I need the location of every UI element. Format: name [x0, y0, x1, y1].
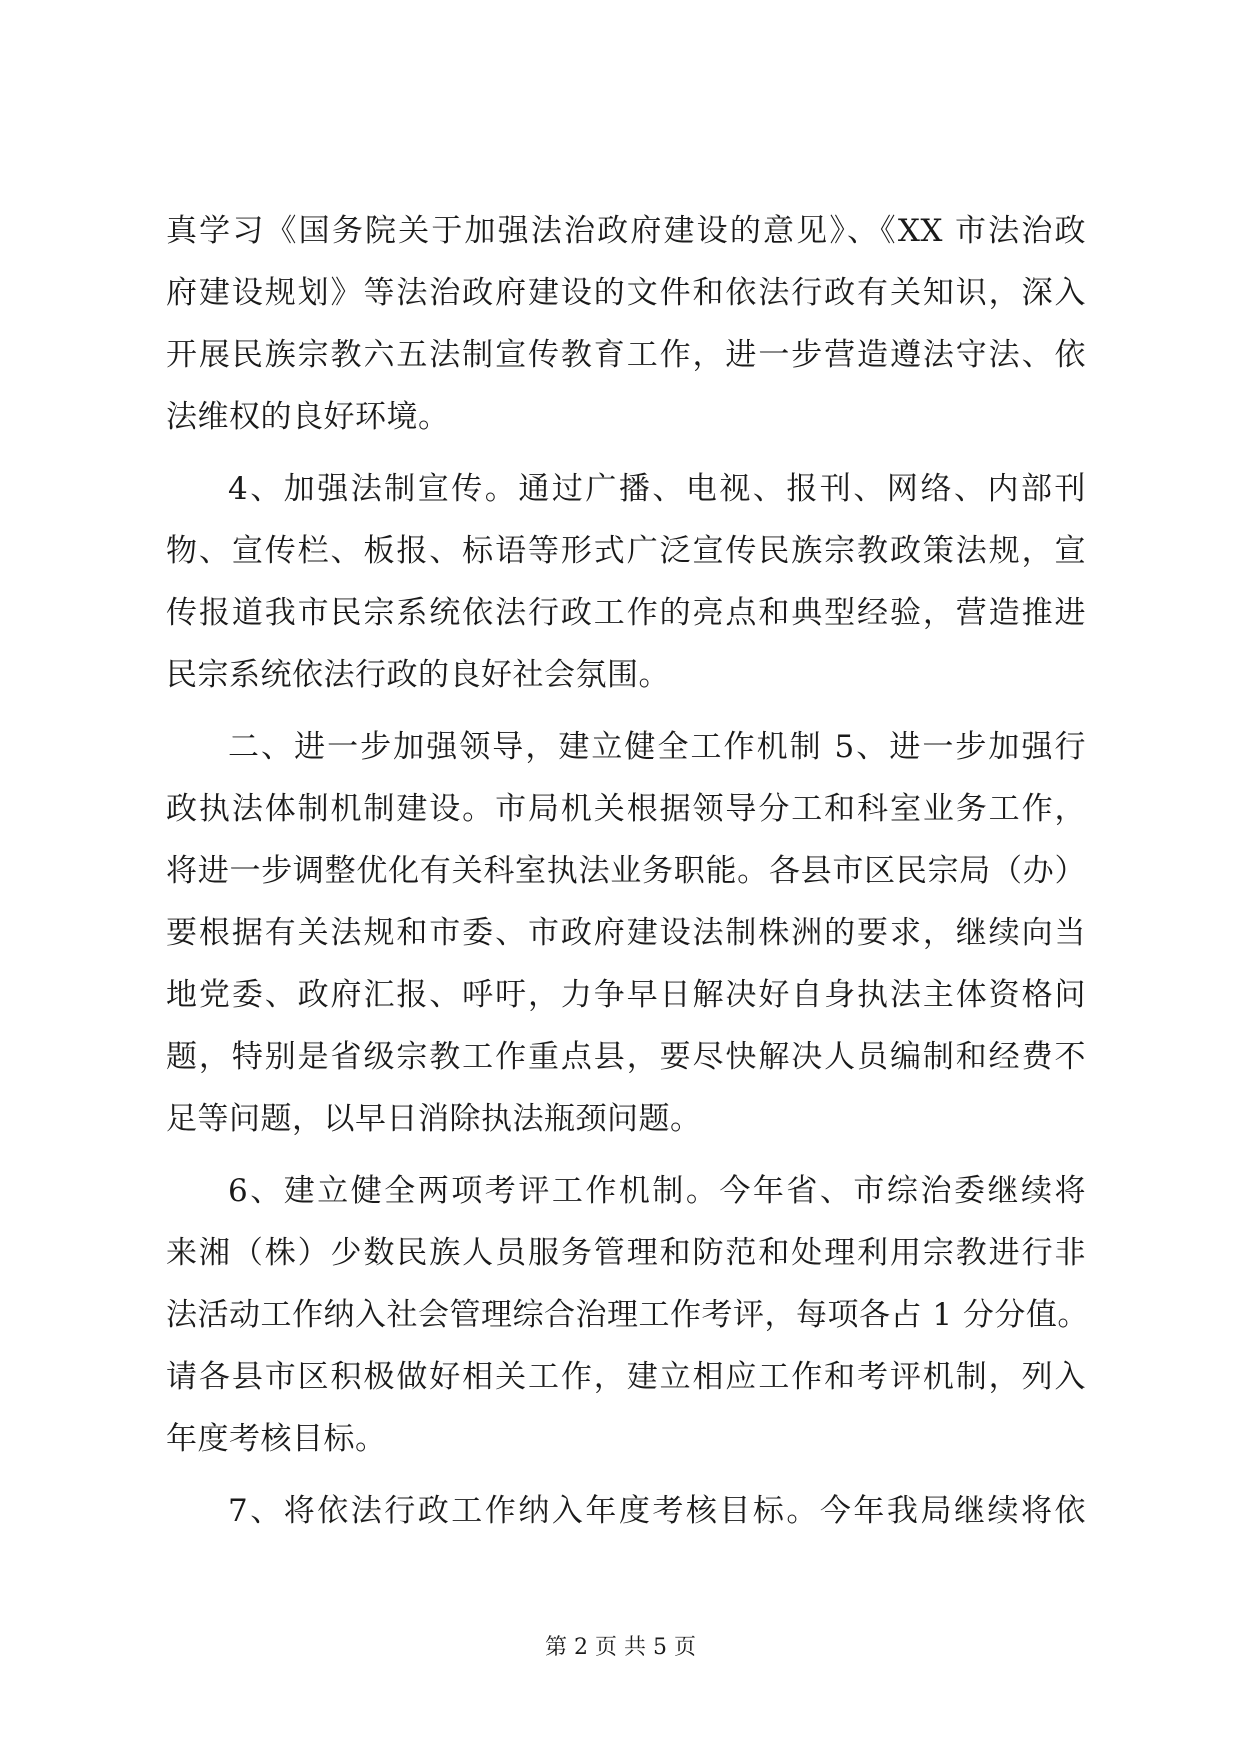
paragraph [166, 200, 1086, 448]
text-line: 物、宣传栏、板报、标语等形式广泛宣传民族宗教政策法规，宣 [166, 533, 1086, 569]
text-line: 法活动工作纳入社会管理综合治理工作考评，每项各占 1 分分值。 [166, 1297, 1089, 1333]
text-line: 真学习《国务院关于加强法治政府建设的意见》、《XX 市法治政 [166, 213, 1086, 249]
text-line: 足等问题，以早日消除执法瓶颈问题。 [166, 1101, 702, 1137]
text-line: 6、建立健全两项考评工作机制。今年省、市综治委继续将 [228, 1173, 1086, 1209]
text-line: 府建设规划》等法治政府建设的文件和依法行政有关知识，深入 [166, 275, 1086, 311]
text-line: 7、将依法行政工作纳入年度考核目标。今年我局继续将依 [228, 1493, 1086, 1529]
paragraph [166, 716, 1086, 1150]
paragraph [166, 1480, 1086, 1542]
text-line: 将进一步调整优化有关科室执法业务职能。各县市区民宗局（办） [166, 853, 1086, 889]
paragraph [166, 458, 1086, 706]
text-line: 4、加强法制宣传。通过广播、电视、报刊、网络、内部刊 [228, 471, 1086, 507]
text-line: 开展民族宗教六五法制宣传教育工作，进一步营造遵法守法、依 [166, 337, 1086, 373]
page-number-footer: 第 2 页 共 5 页 [545, 1635, 696, 1660]
text-line: 要根据有关法规和市委、市政府建设法制株洲的要求，继续向当 [166, 915, 1086, 951]
text-line: 请各县市区积极做好相关工作，建立相应工作和考评机制，列入 [166, 1359, 1086, 1395]
text-line: 民宗系统依法行政的良好社会氛围。 [166, 657, 670, 693]
text-line: 法维权的良好环境。 [166, 399, 450, 435]
paragraph [166, 1160, 1089, 1470]
text-line: 传报道我市民宗系统依法行政工作的亮点和典型经验，营造推进 [166, 595, 1086, 631]
text-line: 地党委、政府汇报、呼吁，力争早日解决好自身执法主体资格问 [166, 977, 1086, 1013]
text-line: 政执法体制机制建设。市局机关根据领导分工和科室业务工作， [166, 791, 1086, 827]
text-line: 来湘（株）少数民族人员服务管理和防范和处理利用宗教进行非 [166, 1235, 1086, 1271]
text-line: 二、进一步加强领导，建立健全工作机制 5、进一步加强行 [228, 729, 1086, 765]
text-line: 年度考核目标。 [166, 1421, 387, 1457]
document-body [166, 200, 1089, 1542]
text-line: 题，特别是省级宗教工作重点县，要尽快解决人员编制和经费不 [166, 1039, 1086, 1075]
